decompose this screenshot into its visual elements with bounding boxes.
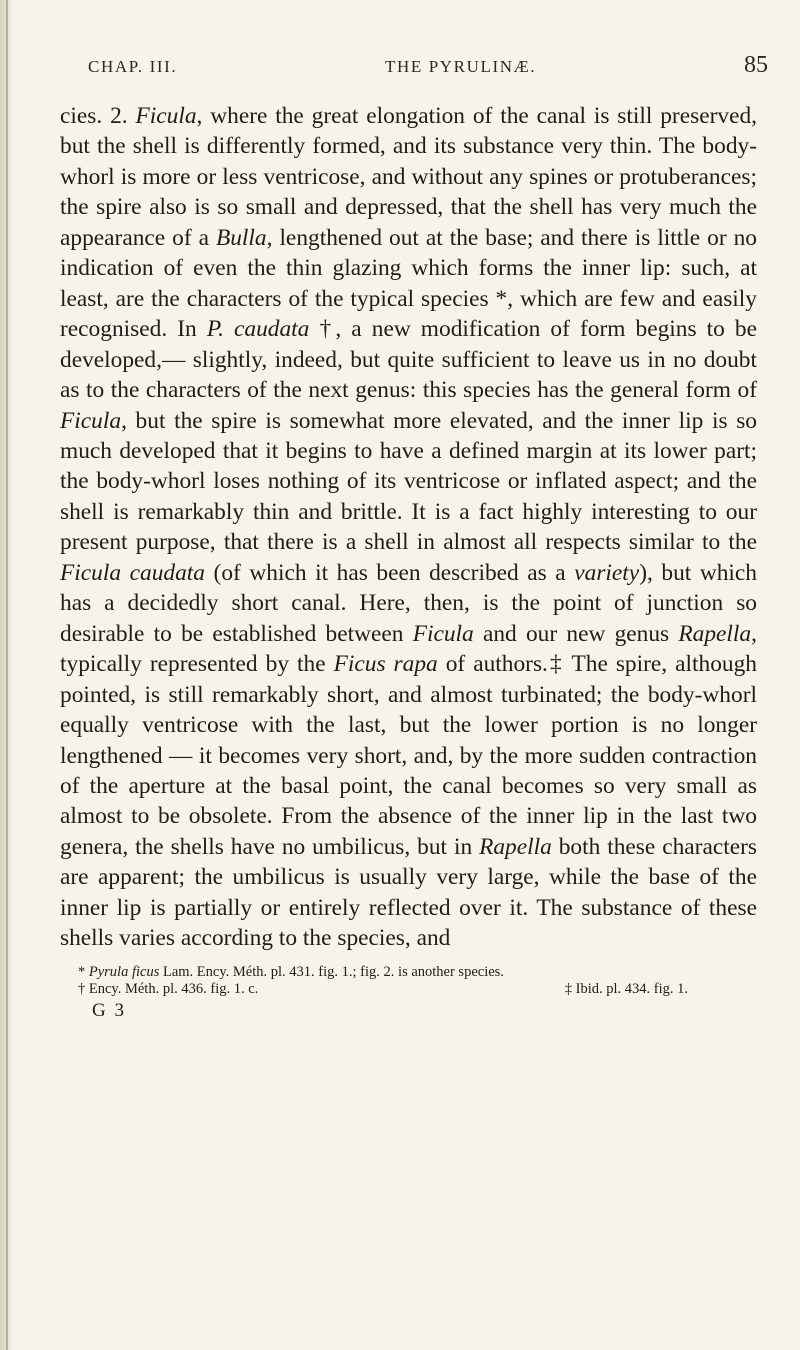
page-number: 85	[744, 52, 768, 78]
footnotes	[78, 964, 758, 998]
text-run: ), but which has a decidedly short canal. Here, then, is the point of junction so desirable to be established between	[60, 559, 758, 647]
footnote-row	[78, 981, 758, 998]
text-run: †, a new modification of form begins to be developed,— slightly, indeed, but quite sufficient to leave us in no doubt as to the characters of the next genus: this species has the general form of	[60, 316, 757, 404]
footnote-dagger: † Ency. Méth. pl. 436. fig. 1. c.	[78, 980, 259, 997]
italic-run: Bulla	[215, 224, 267, 251]
italic-run: Ficula	[135, 103, 197, 129]
text-run: (of which it has been described as a	[204, 559, 575, 586]
footnote-double-dagger: ‡ Ibid. pl. 434. fig. 1.	[564, 980, 688, 997]
italic-run: Ficula	[412, 620, 474, 647]
text-run: , lengthened out at the base; and there is little or no indication of even the thin glazing which forms the inner lip: such, at least, are the characters of the typical species *, which are few and easily recognised. In	[60, 224, 757, 343]
text-run: both these characters are apparent; the umbilicus is usually very large, while the base of the inner lip is partially or entirely reflected over it. The substance of these shells varies according to the species, and	[60, 833, 757, 952]
page	[60, 52, 766, 1022]
text-run: , but the spire is somewhat more elevated, and the inner lip is so much developed that it begins to have a defined margin at its lower part; the body-whorl loses nothing of its ventricose or inflated aspect; and the shell is remarkably thin and brittle. It is a fact highly interesting to our present purpose, that there is a shell in almost all respects similar to the	[60, 407, 757, 556]
footnote-star: * Pyrula ficus Lam. Ency. Méth. pl. 431. fig. 1.; fig. 2. is another species.	[78, 963, 504, 980]
signature-mark: G 3	[92, 999, 126, 1021]
text-run: , where the great elongation of the canal is still preserved, but the shell is differently formed, and its substance very thin. The body-whorl is more or less ventricose, and without any spines or protuberances; the spire also is so small and depressed, that the shell has very much the appearance of a	[60, 103, 757, 251]
chapter-label: CHAP. III.	[88, 57, 178, 76]
text-run: of authors.‡ The spire, although pointed, is still remarkably short, and almost turbinated; the body-whorl equally ventricose with the last, but the lower portion is no longer lengthened — it becomes very short, and, by the more sudden contraction of the aperture at the basal point, the canal becomes so very small as almost to be obsolete. From the absence of the inner lip in the last two genera, the shells have no umbilicus, but in	[60, 651, 757, 860]
text-run: and our new genus	[473, 620, 679, 647]
body-text	[60, 101, 757, 954]
running-title: THE PYRULINÆ.	[385, 57, 537, 76]
text-run: , typically represented by the	[60, 620, 757, 678]
italic-run: Rapella	[678, 620, 752, 647]
italic-run: Ficula	[60, 407, 122, 434]
footnote-species: Pyrula ficus	[88, 963, 160, 980]
gutter-line	[6, 0, 8, 1350]
running-header	[88, 52, 768, 79]
paragraph	[60, 101, 757, 954]
italic-run: Ficula caudata	[60, 559, 205, 586]
italic-run: Ficus rapa	[333, 651, 438, 678]
italic-run: P. caudata	[206, 316, 310, 343]
italic-run: Rapella	[479, 833, 552, 860]
text-run: cies. 2.	[60, 103, 136, 129]
italic-run: variety	[574, 559, 640, 586]
